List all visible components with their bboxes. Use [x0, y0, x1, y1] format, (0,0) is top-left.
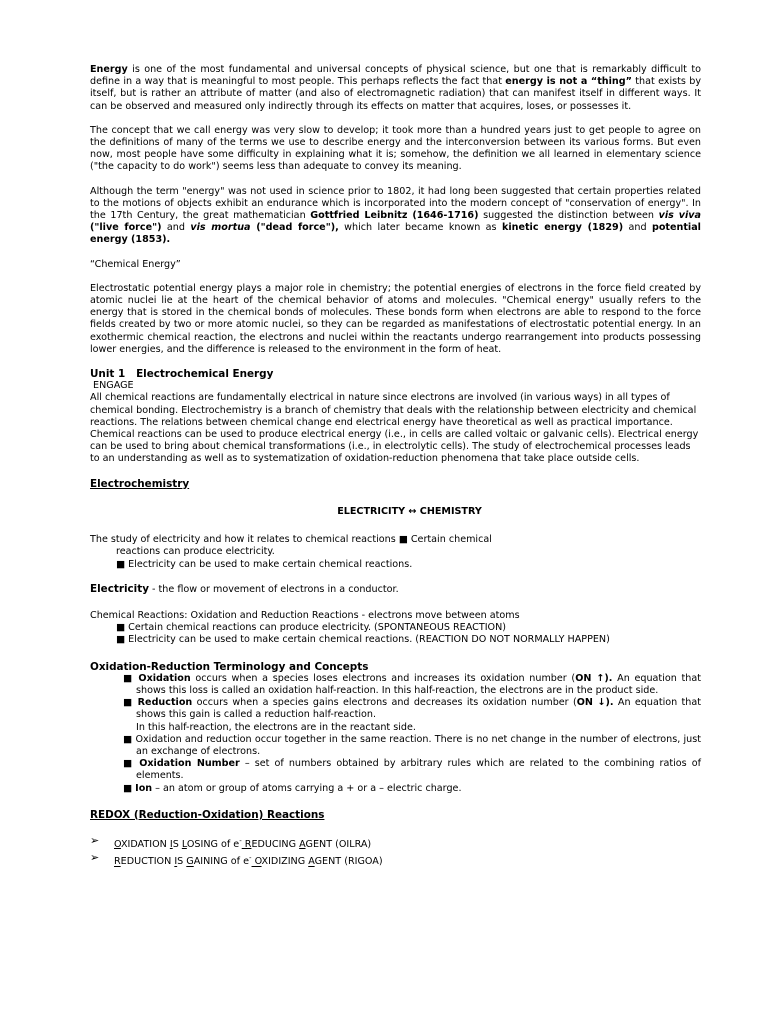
study-line: reactions can produce electricity. [116, 546, 275, 558]
electricity-chemistry-title: ELECTRICITY ↔ CHEMISTRY [337, 505, 482, 517]
reduction-continuation: In this half-reaction, the electrons are in the reactant side. [136, 721, 416, 733]
study-bullet: ■ Electricity can be used to make certain chemical reactions. [116, 558, 413, 570]
paragraph-energy-intro [90, 64, 701, 113]
bold-kinetic-energy: kinetic energy (1829) [501, 222, 624, 234]
mnemonic-rigoa [90, 852, 701, 868]
superscript: - [239, 836, 242, 845]
bullet: ■ [123, 782, 136, 794]
text: suggested the distinction between [478, 210, 659, 222]
mnemonic-oilra [90, 835, 701, 851]
text: XIDIZING [261, 856, 309, 868]
study-line: The study of electricity and how it relates to chemical reactions ■ Certain chemical [90, 534, 492, 546]
text: GENT (OILRA) [305, 839, 372, 851]
letter: I [174, 856, 178, 868]
electrochemistry-heading: Electrochemistry [90, 477, 190, 490]
paragraph-engage: All chemical reactions are fundamentally electrical in nature since electrons are involved (in various ways) in all types of chemical bonding. Electrochemistry is a branch of chemistry that deals with the relationship between electricity and chemical reactions. The relations between chemical change end electrical energy have theoretical as well as practical importance. Chemical reactions can be used to produce electrical energy (i.e., in cells are called voltaic or galvanic cells). Electrical energy can be used to bring about chemical transformations (i.e., in electrolytic cells). The study of electrochemical processes leads to an understanding as well as to systematization of oxidation-reduction phenomena that take place outside cells. [90, 392, 699, 465]
term-reduction: Reduction [137, 697, 193, 709]
text: occurs when a species loses electrons and increases its oxidation number ( [190, 672, 576, 684]
paragraph-chemical-energy-title: “Chemical Energy” [90, 258, 181, 270]
letter: R [114, 856, 121, 868]
text: Although the term "energy" was not used in science prior to 1802, it had long been suggested that certain properties related to the motions of objects exhibit an endurance which is incorporated into the modern concept of "conservation of energy". In the 17th Century, the great mathematician [90, 185, 701, 222]
study-block [90, 534, 701, 571]
bold-leibnitz: Gottfried Leibnitz (1646-1716) [310, 210, 479, 222]
arrow-bullet-icon: ➢ [90, 851, 100, 865]
chem-bullet: ■ Certain chemical reactions can produce electricity. (SPONTANEOUS REACTION) [116, 622, 507, 634]
text: EDUCING [251, 839, 300, 851]
text: and [161, 222, 191, 234]
bullet: ■ [123, 697, 138, 709]
text: XIDATION [120, 839, 170, 851]
mnemonic-text [114, 852, 383, 868]
text: S [172, 839, 182, 851]
term-electricity: Electricity [90, 582, 149, 595]
letter: O [251, 856, 262, 868]
redox-heading: REDOX (Reduction-Oxidation) Reactions [90, 808, 325, 821]
on-up: ON ↑). [575, 672, 613, 684]
term-together-item: ■ Oxidation and reduction occur together in the same reaction. There is no net change in the number of electrons, just an exchange of electrons. [123, 733, 701, 757]
text: and [623, 222, 652, 234]
text: is one of the most fundamental and universal concepts of physical science, but one that is remarkably difficult to define in a way that is meaningful to most people. This perhaps reflects the fact that [90, 64, 701, 88]
term-ion-item [90, 783, 701, 795]
chem-line: Chemical Reactions: Oxidation and Reduction Reactions - electrons move between atoms [90, 609, 520, 621]
terminology-heading: Oxidation-Reduction Terminology and Concepts [90, 660, 369, 673]
text: OSING of e [186, 839, 240, 851]
letter: L [181, 839, 187, 851]
text: EDUCTION [120, 856, 175, 868]
chem-bullet: ■ Electricity can be used to make certain chemical reactions. (REACTION DO NOT NORMALLY HAPPEN) [116, 634, 610, 646]
term-vis-mortua: vis mortua [190, 222, 251, 234]
engage-label: ENGAGE [90, 380, 134, 392]
document-page [90, 64, 701, 869]
paragraph-energy-history [90, 186, 701, 247]
text: S [177, 856, 187, 868]
term-ion: Ion [135, 782, 153, 794]
arrow-bullet-icon: ➢ [90, 833, 100, 847]
bold-dead-force: ("dead force"), [250, 222, 339, 234]
mnemonic-text [114, 835, 371, 851]
text: – set of numbers obtained by arbitrary rules which are related to the combining ratios of elements. [136, 758, 701, 782]
unit-heading: Unit 1 Electrochemical Energy [90, 368, 274, 381]
text: – an atom or group of atoms carrying a + or a – electric charge. [152, 782, 462, 794]
bullet: ■ [123, 672, 139, 684]
text: which later became known as [338, 222, 502, 234]
term-energy-not-thing: energy is not a “thing” [505, 76, 632, 88]
term-oxnum-item [90, 758, 701, 782]
letter: G [186, 856, 194, 868]
paragraph-electrostatic: Electrostatic potential energy plays a major role in chemistry; the potential energies of electrons in the force field created by atomic nuclei lie at the heart of the chemical behavior of atoms and molecules. "Chemical energy" usually refers to the energy that is stored in the chemical bonds of molecules. These bonds form when electrons are able to respond to the force fields created by two or more atomic nuclei, so they can be regarded as manifestations of electrostatic potential energy. In an exothermic chemical reaction, the electrons and nuclei within the reactants undergo rearrangement into products possessing lower energies, and the difference is released to the environment in the form of heat. [90, 282, 701, 355]
electricity-definition [90, 583, 701, 596]
term-energy: Energy [90, 64, 128, 75]
term-oxidation-number: Oxidation Number [139, 758, 240, 770]
on-down: ON ↓). [576, 697, 614, 709]
text: AINING of e [193, 856, 249, 868]
mnemonic-list [90, 835, 701, 869]
text: GENT (RIGOA) [314, 856, 383, 868]
paragraph-energy-concept: The concept that we call energy was very slow to develop; it took more than a hundred years just to get people to agree on the definitions of many of the terms we use to describe energy and the interconversion between its various forms. But even now, most people have some difficulty in explaining what it is; somehow, the definition we all learned in elementary science ("the capacity to do work") seems less than adequate to convey its meaning. [90, 124, 701, 173]
bold-potential-energy: potential energy (1853). [90, 222, 701, 246]
text: that exists by itself, but is rather an attribute of matter (and also of electromagnetic radiation) that can manifest itself in different ways. It can be observed and measured only indirectly through its effects on matter that acquires, loses, or possesses it. [90, 76, 701, 112]
bold-live-force: ("live force") [90, 222, 162, 234]
text: An equation that shows this gain is called a reduction half-reaction. [136, 697, 702, 721]
text: An equation that shows this loss is called an oxidation half-reaction. In this half-reaction, the electrons are in the product side. [136, 672, 701, 696]
bullet: ■ [123, 758, 140, 770]
letter: O [114, 839, 121, 851]
superscript: - [249, 854, 252, 863]
term-vis-viva: vis viva [658, 210, 701, 222]
term-oxidation-item [90, 673, 701, 697]
letter: A [308, 856, 315, 868]
text: occurs when a species gains electrons and decreases its oxidation number ( [192, 697, 577, 709]
terminology-list [90, 673, 701, 795]
letter: I [169, 839, 173, 851]
letter: A [299, 839, 306, 851]
text: - the flow or movement of electrons in a conductor. [148, 583, 399, 595]
term-reduction-item [90, 697, 701, 721]
term-oxidation: Oxidation [138, 672, 191, 684]
chemical-reactions-block [90, 610, 701, 647]
letter: R [241, 839, 252, 851]
